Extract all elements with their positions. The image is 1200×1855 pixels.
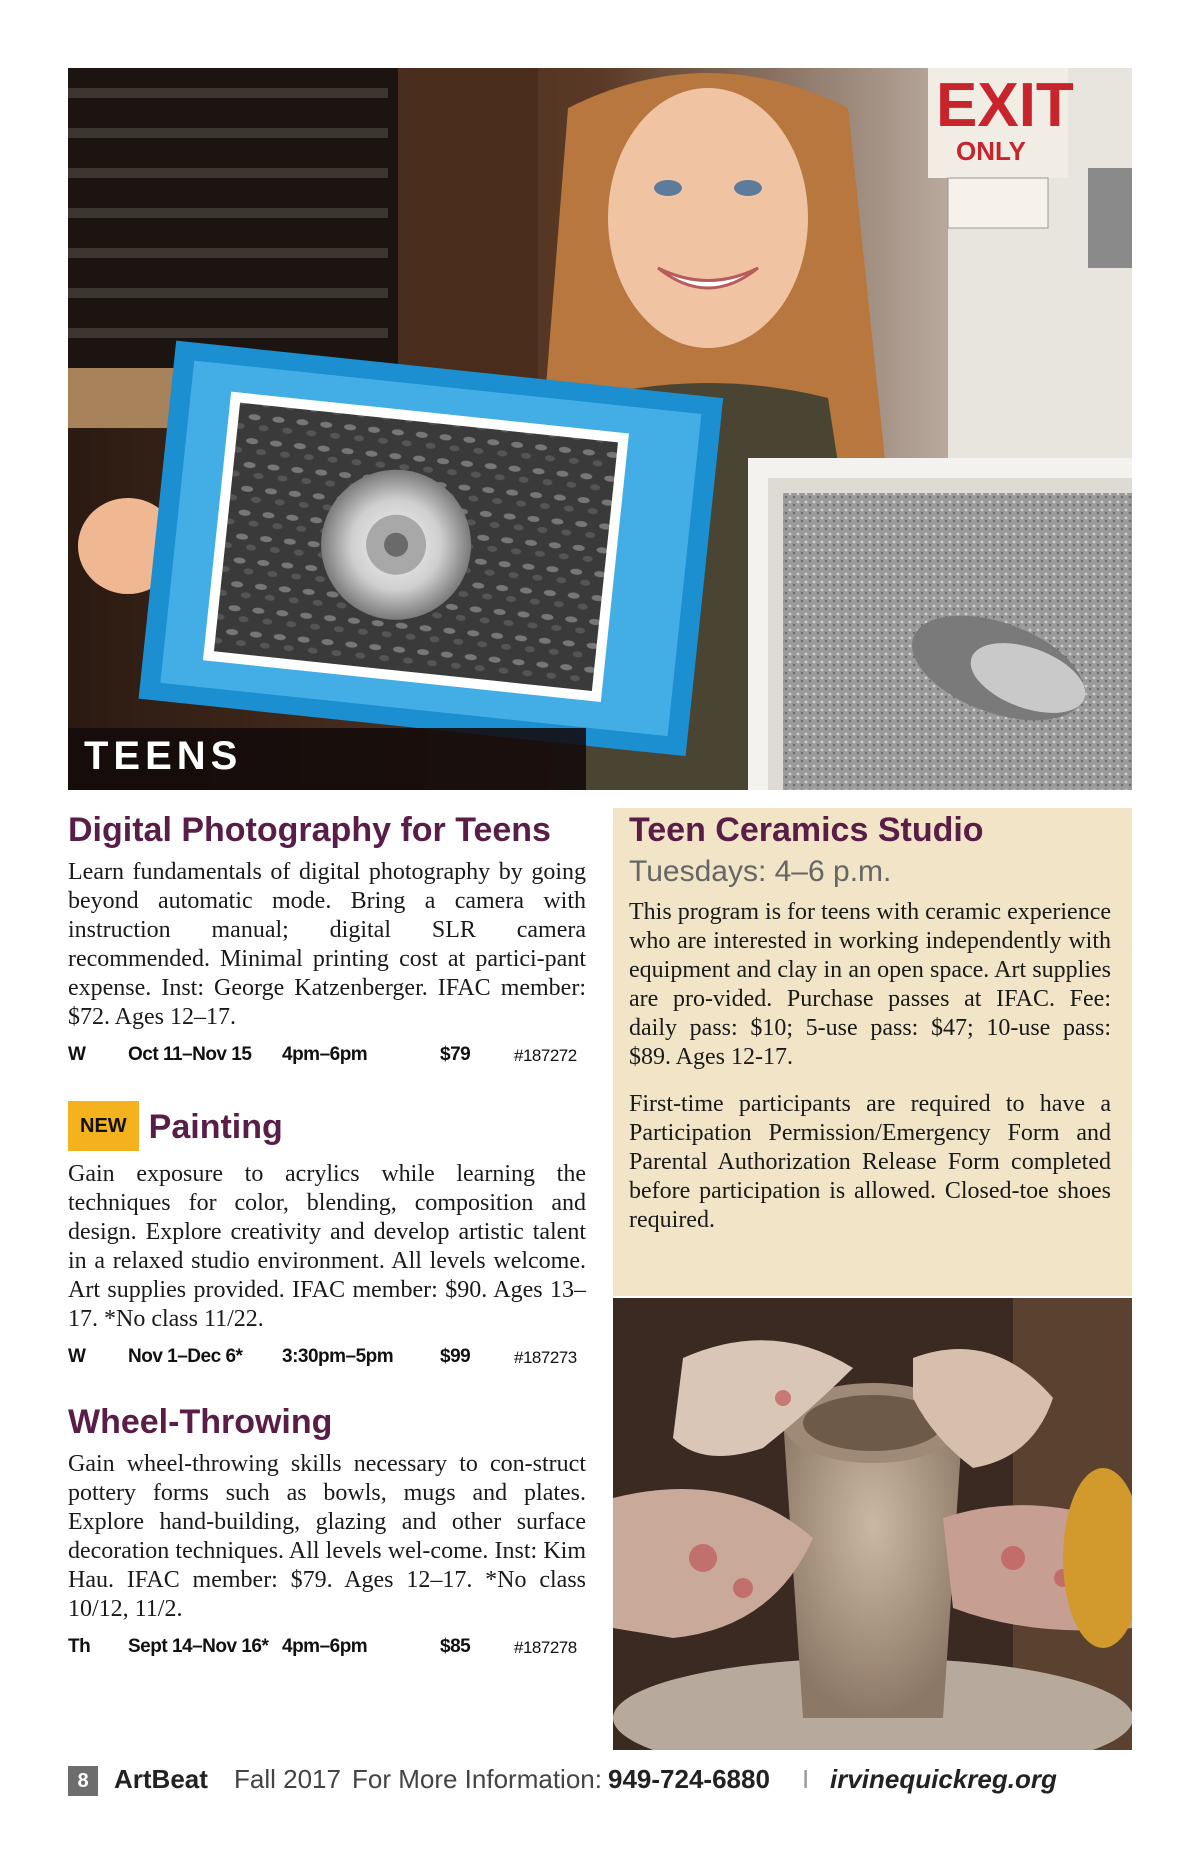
wheel-throwing-photo [613,1298,1132,1750]
course-dates: Nov 1–Dec 6* [128,1346,243,1367]
exit-sign-text: EXIT [936,71,1074,140]
course-digital-photography [68,808,586,1072]
course-wheel-throwing [68,1400,586,1664]
course-id: #187278 [514,1638,577,1657]
sidebar-title: Teen Ceramics Studio [629,811,984,849]
sidebar-requirements: First-time participants are required to have a Participation Permission/Emergency Form and Parental Authorization Release Form completed before participation is allowed. Closed-toe shoes required. [629,1091,1111,1233]
section-banner [68,728,586,790]
course-time: 3:30pm–5pm [282,1346,394,1367]
section-banner-label: TEENS [84,734,243,778]
course-painting [68,1104,586,1374]
footer-brand: ArtBeat [114,1764,208,1794]
page-footer [68,1760,1132,1800]
course-price: $99 [440,1346,471,1367]
exit-sign-sub: ONLY [956,136,1026,166]
course-schedule [68,1634,586,1664]
course-day: W [68,1346,86,1367]
footer-url-link[interactable]: irvinequickreg.org [830,1764,1057,1794]
course-title: Wheel-Throwing [68,1403,333,1441]
course-time: 4pm–6pm [282,1044,368,1065]
course-dates: Sept 14–Nov 16* [128,1636,269,1657]
course-title: Digital Photography for Teens [68,811,551,849]
hero-photo [68,68,1132,790]
footer-season: Fall 2017 [234,1764,341,1794]
footer-phone[interactable]: 949-724-6880 [608,1764,770,1794]
course-id: #187273 [514,1348,577,1367]
page-number: 8 [68,1766,98,1796]
new-badge: NEW [68,1101,139,1151]
footer-info-label: For More Information: [352,1764,602,1794]
pottery-illustration [613,1298,1132,1750]
course-description: Learn fundamentals of digital photography by going beyond automatic mode. Bring a camera with instruction manual; digital SLR camera recommended. Minimal printing cost at partici-pant expense. Inst: George Katzenberger. IFAC member: $72. Ages 12–17. [68,859,586,1030]
course-day: Th [68,1636,91,1657]
course-description: Gain wheel-throwing skills necessary to con-struct pottery forms such as bowls, mugs and plates. Explore hand-building, glazing and other surface decoration techniques. All levels wel-come. Inst: Kim Hau. IFAC member: $79. Ages 12–17. *No class 10/12, 11/2. [68,1451,586,1622]
course-price: $85 [440,1636,471,1657]
ceramics-studio-box [613,808,1132,1296]
hero-illustration [68,68,1132,790]
sidebar-subtitle: Tuesdays: 4–6 p.m. [629,855,892,888]
course-schedule [68,1042,586,1072]
course-id: #187272 [514,1046,577,1065]
course-description: Gain exposure to acrylics while learning the techniques for color, blending, composition and design. Explore creativity and develop artistic talent in a relaxed studio environment. All levels welcome. Art supplies provided. IFAC member: $90. Ages 13–17. *No class 11/22. [68,1161,586,1332]
course-schedule [68,1344,586,1374]
course-price: $79 [440,1044,471,1065]
course-title-row [68,1104,586,1154]
course-title: Painting [148,1107,283,1146]
course-day: W [68,1044,86,1065]
footer-separator: I [802,1764,810,1794]
course-dates: Oct 11–Nov 15 [128,1044,252,1065]
course-time: 4pm–6pm [282,1636,368,1657]
sidebar-paragraph: This program is for teens with ceramic experience who are interested in working independently with equipment and clay in an open space. Art supplies are pro-vided. Purchase passes at IFAC. Fee: daily pass: $10; 5-use pass: $47; 10-use pass: $89. Ages 12-17. [629,899,1111,1070]
